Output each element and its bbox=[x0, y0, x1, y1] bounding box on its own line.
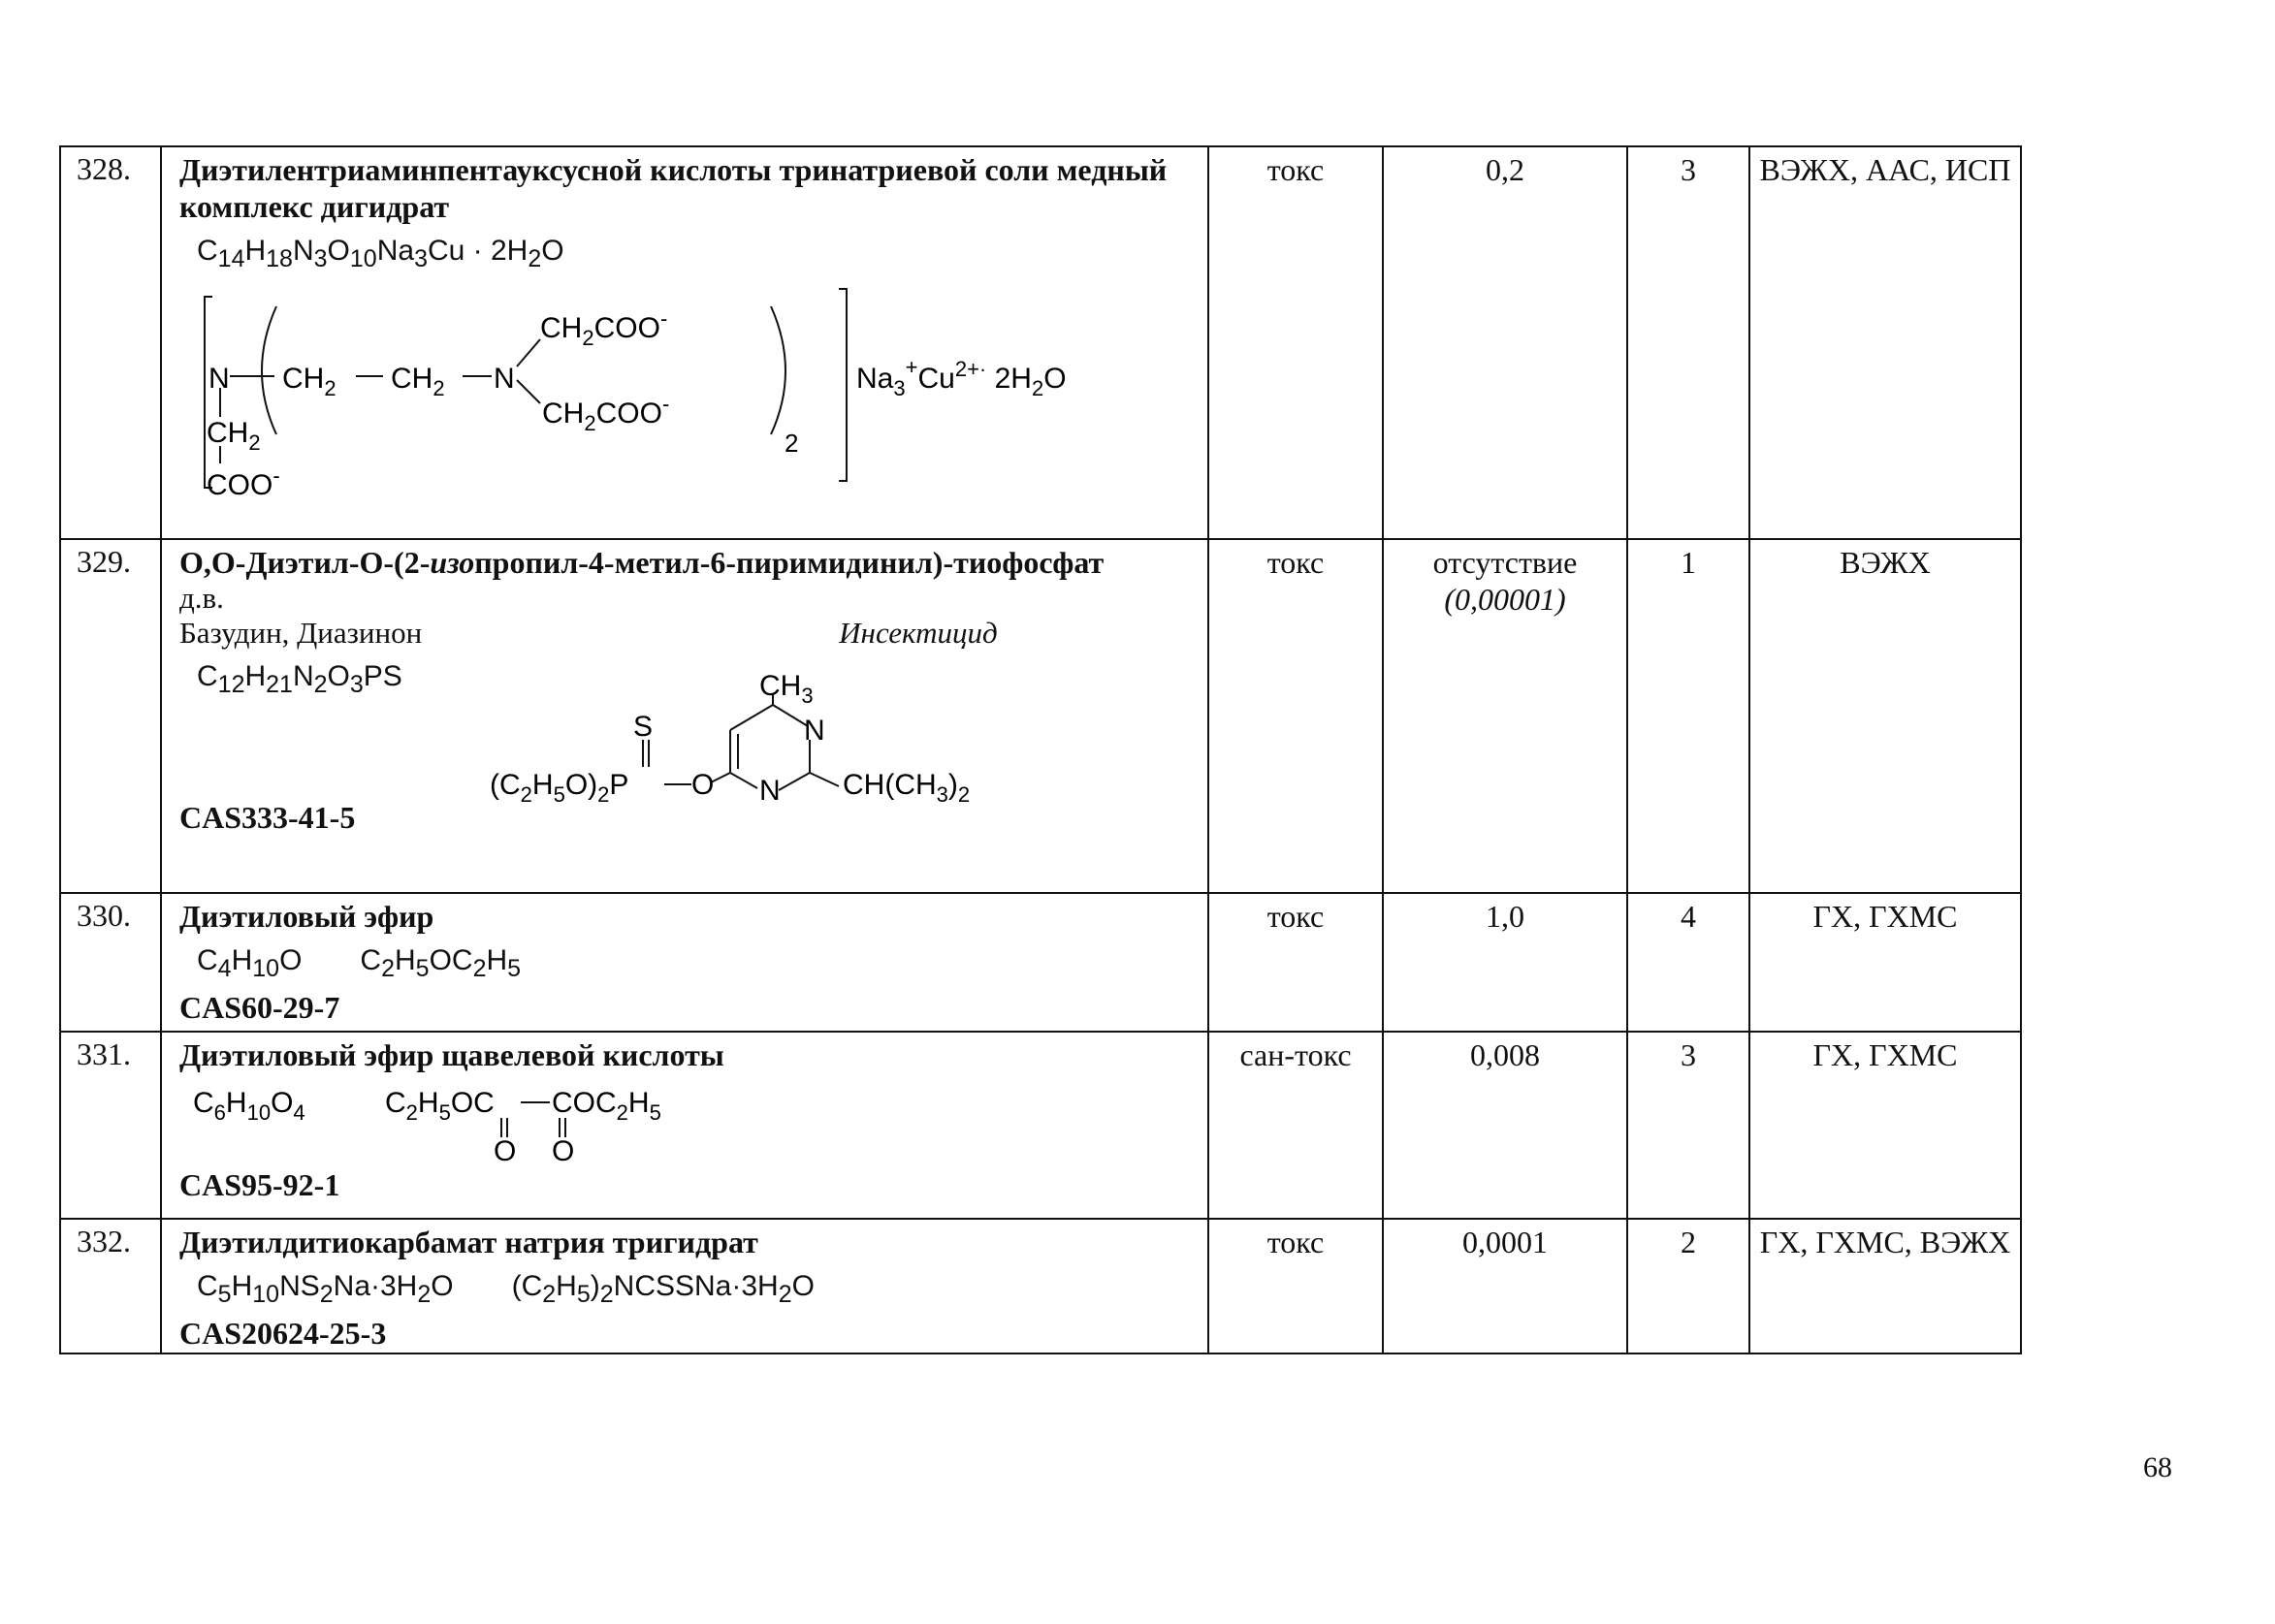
substance-name: Диэтиловый эфир щавелевой кислоты bbox=[179, 1037, 724, 1072]
method: ВЭЖХ bbox=[1749, 539, 2021, 893]
row-number: 329. bbox=[60, 539, 161, 893]
atom-label: $CH(CH_3)_2$ bbox=[843, 769, 971, 807]
hazard-class: 1 bbox=[1627, 539, 1749, 893]
classification: токс bbox=[1208, 1219, 1383, 1353]
method: ГХ, ГХМС bbox=[1749, 893, 2021, 1032]
synonyms: Базудин, Диазинон bbox=[179, 616, 423, 650]
substance-name: Диэтилдитиокарбамат натрия тригидрат bbox=[179, 1225, 758, 1259]
substances-table bbox=[59, 145, 2022, 1354]
value-note: (0,00001) bbox=[1444, 582, 1566, 617]
classification: токс bbox=[1208, 146, 1383, 539]
atom-label: N bbox=[494, 363, 515, 395]
synonyms-line bbox=[179, 616, 1196, 651]
cas-number: CAS333-41-5 bbox=[179, 800, 356, 835]
structure-diagram bbox=[179, 279, 1067, 502]
method: ГХ, ГХМС bbox=[1749, 1032, 2021, 1219]
value: 0,008 bbox=[1383, 1032, 1627, 1219]
atom-label: O bbox=[494, 1135, 517, 1167]
atom-label: $COC_2H_5$ bbox=[552, 1087, 661, 1125]
atom-label: $CH_3$ bbox=[759, 670, 814, 708]
atom-label: N bbox=[208, 363, 230, 395]
substance-cell bbox=[161, 539, 1208, 893]
method: ВЭЖХ, ААС, ИСП bbox=[1749, 146, 2021, 539]
value: 0,0001 bbox=[1383, 1219, 1627, 1353]
classification: сан-токс bbox=[1208, 1032, 1383, 1219]
row-number: 330. bbox=[60, 893, 161, 1032]
atom-label: $CH_2COO^-$ bbox=[540, 306, 668, 350]
atom-label: $CH_2COO^-$ bbox=[542, 392, 670, 435]
table-row bbox=[60, 146, 2021, 539]
molecular-formula: $C_4H_{10}O$ $C_2H_5OC_2H_5$ bbox=[197, 944, 522, 982]
atom-label: $CH_2$ bbox=[282, 363, 336, 400]
hazard-class: 3 bbox=[1627, 1032, 1749, 1219]
cas-number: CAS20624-25-3 bbox=[179, 1316, 387, 1351]
purpose: Инсектицид bbox=[839, 616, 998, 650]
table-row bbox=[60, 1219, 2021, 1353]
atom-label: $CH_2$ bbox=[207, 417, 261, 455]
substance-cell bbox=[161, 1219, 1208, 1353]
value: 1,0 bbox=[1383, 893, 1627, 1032]
table-row bbox=[60, 539, 2021, 893]
value: отсутствие bbox=[1432, 545, 1578, 580]
substance-cell bbox=[161, 146, 1208, 539]
substance-note: д.в. bbox=[179, 581, 224, 615]
atom-label: $(C_2H_5O)_2P$ bbox=[490, 769, 629, 807]
structure-diagram bbox=[193, 1079, 697, 1167]
atom-label: COO- bbox=[207, 463, 280, 501]
cas-number: CAS95-92-1 bbox=[179, 1167, 340, 1202]
substance-name: Диэтилентриаминпентауксусной кислоты тринатриевой соли медный комплекс дигидрат bbox=[179, 152, 1168, 224]
row-number: 328. bbox=[60, 146, 161, 539]
substance-name: Диэтиловый эфир bbox=[179, 899, 434, 934]
italic-prefix: изо bbox=[430, 545, 475, 580]
atom-label: $C_2H_5OC$ bbox=[385, 1087, 495, 1125]
atom-label: O bbox=[691, 769, 715, 801]
row-number: 331. bbox=[60, 1032, 161, 1219]
molecular-formula: $C_6H_{10}O_4$ bbox=[193, 1087, 305, 1125]
classification: токс bbox=[1208, 893, 1383, 1032]
structure-diagram bbox=[179, 670, 1033, 807]
method: ГХ, ГХМС, ВЭЖХ bbox=[1749, 1219, 2021, 1353]
molecular-formula: $C_5H_{10}NS_2Na\cdot 3H_2O$ $(C_2H_5)_2NCSSNa\cdot 3H_2O$ bbox=[197, 1270, 815, 1308]
table-row bbox=[60, 893, 2021, 1032]
substance-name: О,О-Диэтил-О-(2-изопропил-4-метил-6-пиримидинил)-тиофосфат bbox=[179, 545, 1105, 580]
atom-label: O bbox=[552, 1135, 575, 1167]
hazard-class: 2 bbox=[1627, 1219, 1749, 1353]
atom-label: N bbox=[804, 715, 825, 747]
classification: токс bbox=[1208, 539, 1383, 893]
substance-cell bbox=[161, 893, 1208, 1032]
atom-label: $CH_2$ bbox=[391, 363, 445, 400]
table-row bbox=[60, 1032, 2021, 1219]
value: 0,2 bbox=[1383, 146, 1627, 539]
row-number: 332. bbox=[60, 1219, 161, 1353]
value-cell bbox=[1383, 539, 1627, 893]
hazard-class: 4 bbox=[1627, 893, 1749, 1032]
subscript-label: 2 bbox=[785, 429, 799, 458]
molecular-formula: $C_{14}H_{18}N_3O_{10}Na_3Cu \cdot 2H_2O$ bbox=[197, 235, 564, 272]
substance-cell bbox=[161, 1032, 1208, 1219]
page-number: 68 bbox=[2143, 1451, 2172, 1483]
molecular-formula: $C_{12}H_{21}N_2O_3PS$ bbox=[197, 660, 402, 698]
atom-label: N bbox=[759, 775, 781, 807]
atom-label: S bbox=[633, 711, 654, 743]
hazard-class: 3 bbox=[1627, 146, 1749, 539]
cas-number: CAS60-29-7 bbox=[179, 990, 340, 1025]
counter-ions: $Na_3^+Cu^{2+\cdot}$ $2H_2O$ bbox=[856, 355, 1067, 400]
